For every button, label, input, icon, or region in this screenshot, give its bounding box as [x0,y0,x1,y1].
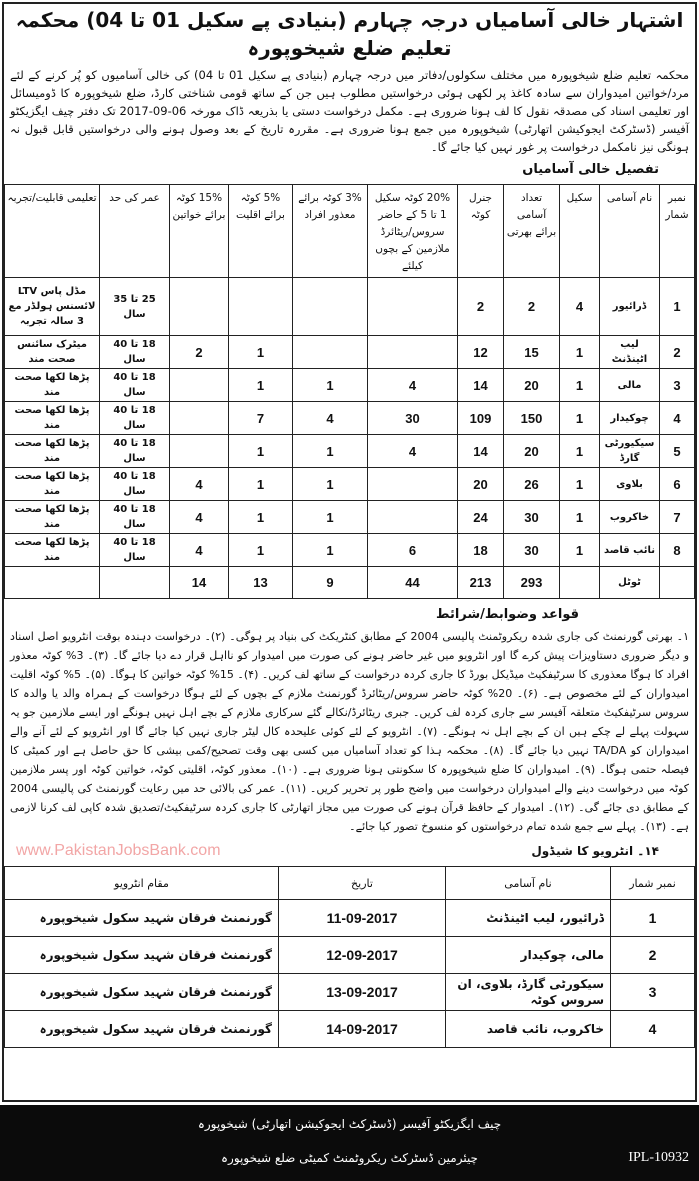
ad-reference: IPL-10932 [628,1150,689,1165]
table-cell [170,435,229,468]
rules-heading: قواعد وضوابط/شرائط [436,607,579,622]
table-cell: 4 [293,402,368,435]
table-cell [170,278,229,336]
table-row [5,937,695,974]
column-header: 5% کوٹہ برائے اقلیت [229,185,293,278]
table-cell [170,402,229,435]
table-cell [229,278,293,336]
table-cell: میٹرک سائنس صحت مند [5,336,100,369]
table-cell: چوکیدار [600,402,660,435]
table-cell [660,567,695,599]
ad-body [4,6,695,1048]
table-cell [293,278,368,336]
table-cell: 1 [560,501,600,534]
table-cell: 18 تا 40 سال [100,369,170,402]
table-cell: 5 [660,435,695,468]
table-cell: 1 [229,501,293,534]
vacancies-heading: تفصیل خالی آسامیاں [522,162,659,177]
table-cell: 213 [458,567,504,599]
watermark: www.PakistanJobsBank.com [16,842,221,859]
table-cell: 1 [293,501,368,534]
table-cell: 14 [458,435,504,468]
table-cell: 1 [560,534,600,567]
table-cell: 18 تا 40 سال [100,534,170,567]
table-cell: 4 [560,278,600,336]
table-cell: 15 [504,336,560,369]
table-cell: پڑھا لکھا صحت مند [5,402,100,435]
table-cell: مالی [600,369,660,402]
table-cell: 1 [660,278,695,336]
column-header: نام آسامی [446,867,611,900]
table-cell: ڈرائیور، لیب اٹینڈنٹ [446,900,611,937]
table-cell: 25 تا 35 سال [100,278,170,336]
schedule-heading: ۱۴۔ انٹرویو کا شیڈول [531,844,659,858]
table-row [5,435,695,468]
table-row [5,501,695,534]
table-cell: 4 [170,468,229,501]
table-cell: 4 [368,435,458,468]
table-cell: 13 [229,567,293,599]
table-cell: 2 [504,278,560,336]
ad-title: اشتہار خالی آسامیاں درجہ چہارم (بنیادی پے سکیل 01 تا 04) محکمہ تعلیم ضلع شیخوپورہ [15,8,684,60]
rules-paragraph: ۱۔ بھرتی گورنمنٹ کی جاری شدہ ریکروٹمنٹ پالیسی 2004 کے مطابق کنٹریکٹ کی بنیاد پر ہوگی۔ (۲)۔ درخواست دہندہ بوقت انٹرویو اصل اسناد و دیگر ضروری دستاویزات پیش کرے گا اور انٹرویو میں غیر حاضر ہونے کی صورت میں امیدوار کو نااہل قرار دے دیا جائے گا۔ (۳)۔ 3% کوٹہ معذور افراد کا ہوگا معذوری کا سرٹیفکیٹ میڈیکل بورڈ کا جاری کردہ درخواست کے ساتھ لف کریں۔ (۴)۔ 15% کوٹہ خواتین کا ہوگا۔ (۵)۔ 5% کوٹہ اقلیت امیدواران کے لئے مخصوص ہے۔ (۶)۔ 20% کوٹہ حاضر سروس/ریٹائرڈ گورنمنٹ ملازم کے بچوں کے لئے ہوگا درخواست کے ہمراہ والد یا والدہ کا سروس سرٹیفکیٹ متعلقہ آفیسر سے جاری کردہ لف کریں۔ جبری ریٹائرڈ/نکالے گئے سرکاری ملازم کے بچے اہل نہیں ہونگے اور ایسے ملازمین جو یہ سہولت پہلے لے چکے ہیں ان کے بچے اہل نہ ہونگے۔ (۷)۔ انٹرویو کے لئے کوئی علیحدہ کال لیٹر جاری نہیں کیا جائے گا اور انٹرویو کے لئے آنے والے امیدواران کو TA/DA نہیں دیا جائے گا۔ (۸)۔ محکمہ ہذا کو تعداد آسامیاں میں کسی بھی وقت تصحیح/کمی بیشی کا حق حاصل ہے اور کمیٹی کا فیصلہ حتمی ہوگا۔ (۹)۔ امیدواران کا ضلع شیخوپورہ کا سکونتی ہونا ضروری ہے۔ (۱۰)۔ معذور کوٹہ، اقلیتی کوٹہ، خواتین کوٹہ اور پسر ملازمین کوٹہ میں درخواست دینے والے امیدواران درخواست میں واضح طور پر تحریر کریں۔ (۱۱)۔ عمر کی بالائی حد میں رعایت گورنمنٹ کی پالیسی 2004 کے مطابق دی جائے گی۔ (۱۲)۔ امیدوار کے حافظ قرآن ہونے کی صورت میں مجاز اتھارٹی کا جاری کردہ سرٹیفکیٹ/تصدیق شدہ کاپی لف کرنا لازمی ہے۔ (۱۳)۔ پہلے سے جمع شدہ تمام درخواستوں کو منسوخ تصور کیا جائے۔ [10,630,690,833]
table-cell [368,278,458,336]
table-cell: 30 [504,501,560,534]
column-header: 20% کوٹہ سکیل 1 تا 5 کے حاضر سروس/ریٹائرڈ ملازمین کے بچوں کیلئے [368,185,458,278]
table-cell: 3 [660,369,695,402]
table-cell: 1 [229,435,293,468]
table-cell: 44 [368,567,458,599]
table-row [5,369,695,402]
table-cell: 293 [504,567,560,599]
table-cell: 1 [229,369,293,402]
footer-chairman: چیئرمین ڈسٹرکٹ ریکروٹمنٹ کمیٹی ضلع شیخوپورہ [221,1151,478,1165]
table-cell: 8 [660,534,695,567]
table-cell [5,567,100,599]
table-cell: سیکورٹی گارڈ، بلاوی، ان سروس کوٹہ [446,974,611,1011]
table-cell: 2 [611,937,695,974]
schedule-header-row [5,867,695,900]
table-cell: 24 [458,501,504,534]
table-cell: 1 [293,468,368,501]
table-cell: 1 [611,900,695,937]
table-cell: 20 [504,369,560,402]
table-cell: سیکیورٹی گارڈ [600,435,660,468]
table-cell: گورنمنٹ فرقان شہید سکول شیخوپورہ [5,974,279,1011]
table-cell: 1 [229,336,293,369]
table-cell: 7 [660,501,695,534]
table-cell: 20 [458,468,504,501]
table-cell: 3 [611,974,695,1011]
vacancies-table [4,184,695,599]
table-cell: 7 [229,402,293,435]
table-cell: 1 [560,369,600,402]
table-cell [100,567,170,599]
table-cell: پڑھا لکھا صحت مند [5,435,100,468]
table-cell [560,567,600,599]
column-header: تاریخ [279,867,446,900]
column-header: تعداد آسامی برائے بھرتی [504,185,560,278]
footer-band [0,1105,699,1181]
table-row [5,900,695,937]
column-header: 15% کوٹہ برائے خواتین [170,185,229,278]
table-cell: 109 [458,402,504,435]
table-cell: 1 [560,336,600,369]
table-cell: گورنمنٹ فرقان شہید سکول شیخوپورہ [5,1011,279,1048]
table-cell: 2 [458,278,504,336]
table-cell: 1 [293,534,368,567]
table-cell: مالی، چوکیدار [446,937,611,974]
table-cell: 20 [504,435,560,468]
table-cell: 1 [560,402,600,435]
table-cell: 9 [293,567,368,599]
table-cell: 4 [660,402,695,435]
table-cell: 12-09-2017 [279,937,446,974]
interview-schedule-table [4,866,695,1048]
table-cell: 4 [368,369,458,402]
table-cell: 18 تا 40 سال [100,501,170,534]
table-cell: 6 [368,534,458,567]
table-cell: 30 [368,402,458,435]
table-row [5,974,695,1011]
table-cell: پڑھا لکھا صحت مند [5,468,100,501]
table-row [5,336,695,369]
table-cell: بلاوی [600,468,660,501]
column-header: جنرل کوٹہ [458,185,504,278]
table-cell: 1 [229,534,293,567]
table-cell: 30 [504,534,560,567]
table-cell: نائب قاصد [600,534,660,567]
table-cell: 18 تا 40 سال [100,402,170,435]
table-row [5,468,695,501]
column-header: مقام انٹرویو [5,867,279,900]
footer-officer: چیف ایگزیکٹو آفیسر (ڈسٹرکٹ ایجوکیشن اتھارٹی) شیخوپورہ [197,1117,502,1131]
table-cell: مڈل پاس LTV لائسنس ہولڈر مع 3 سالہ تجربہ [5,278,100,336]
table-cell: 18 [458,534,504,567]
table-cell: 13-09-2017 [279,974,446,1011]
totals-row [5,567,695,599]
table-cell: 18 تا 40 سال [100,468,170,501]
table-cell [368,336,458,369]
table-cell: 1 [560,435,600,468]
column-header: سکیل [560,185,600,278]
column-header: نمبر شمار [660,185,695,278]
table-row [5,402,695,435]
table-cell [170,369,229,402]
table-cell: خاکروب [600,501,660,534]
schedule-heading-row [16,840,659,862]
column-header: نمبر شمار [611,867,695,900]
table-cell: 1 [293,369,368,402]
intro-paragraph: محکمہ تعلیم ضلع شیخوپورہ میں مختلف سکولوں/دفاتر میں درجہ چہارم (بنیادی پے سکیل 01 تا 04) کی خالی آسامیوں کو پُر کرنے کے لئے مرد/خواتین امیدواران سے سادہ کاغذ پر لکھی ہوئی درخواستیں مطلوب ہیں جن کے ساتھ قومی شناختی کارڈ، ضلع شیخوپورہ کا ڈومیسائل اور تعلیمی اسناد کی مصدقہ نقول کا لف ہونا ضروری ہے۔ مکمل درخواست دستی یا بذریعہ ڈاک مورخہ 06-09-2017 تک دفتر چیف ایگزیکٹو آفیسر (ڈسٹرکٹ ایجوکیشن اتھارٹی) شیخوپورہ میں جمع ہونا ضروری ہے۔ مقررہ تاریخ کے بعد وصول ہونے والی درخواستیں قابل قبول نہ ہونگی نیز نامکمل درخواست پر غور نہیں کیا جائے گا۔ [10,68,690,154]
vacancies-header-row [5,185,695,278]
table-cell: 6 [660,468,695,501]
table-cell [368,468,458,501]
table-cell: 4 [170,501,229,534]
column-header: عمر کی حد [100,185,170,278]
table-cell: پڑھا لکھا صحت مند [5,534,100,567]
table-cell: 4 [170,534,229,567]
table-cell: 2 [170,336,229,369]
table-cell: ٹوٹل [600,567,660,599]
table-cell: 14 [170,567,229,599]
table-cell: لیب اٹینڈنٹ [600,336,660,369]
table-cell: 4 [611,1011,695,1048]
table-cell: 14 [458,369,504,402]
column-header: 3% کوٹہ برائے معذور افراد [293,185,368,278]
table-cell: گورنمنٹ فرقان شہید سکول شیخوپورہ [5,900,279,937]
table-cell [293,336,368,369]
table-cell: 2 [660,336,695,369]
table-cell: 1 [560,468,600,501]
table-cell [368,501,458,534]
column-header: نام آسامی [600,185,660,278]
table-cell: 1 [229,468,293,501]
table-cell: 26 [504,468,560,501]
table-cell: 18 تا 40 سال [100,435,170,468]
table-cell: 12 [458,336,504,369]
table-cell: پڑھا لکھا صحت مند [5,501,100,534]
table-cell: 1 [293,435,368,468]
table-cell: 18 تا 40 سال [100,336,170,369]
table-cell: ڈرائیور [600,278,660,336]
table-row [5,1011,695,1048]
column-header: تعلیمی قابلیت/تجربہ [5,185,100,278]
table-cell: خاکروب، نائب قاصد [446,1011,611,1048]
table-cell: 14-09-2017 [279,1011,446,1048]
table-cell: گورنمنٹ فرقان شہید سکول شیخوپورہ [5,937,279,974]
table-row [5,534,695,567]
table-cell: 11-09-2017 [279,900,446,937]
table-cell: پڑھا لکھا صحت مند [5,369,100,402]
table-cell: 150 [504,402,560,435]
table-row [5,278,695,336]
